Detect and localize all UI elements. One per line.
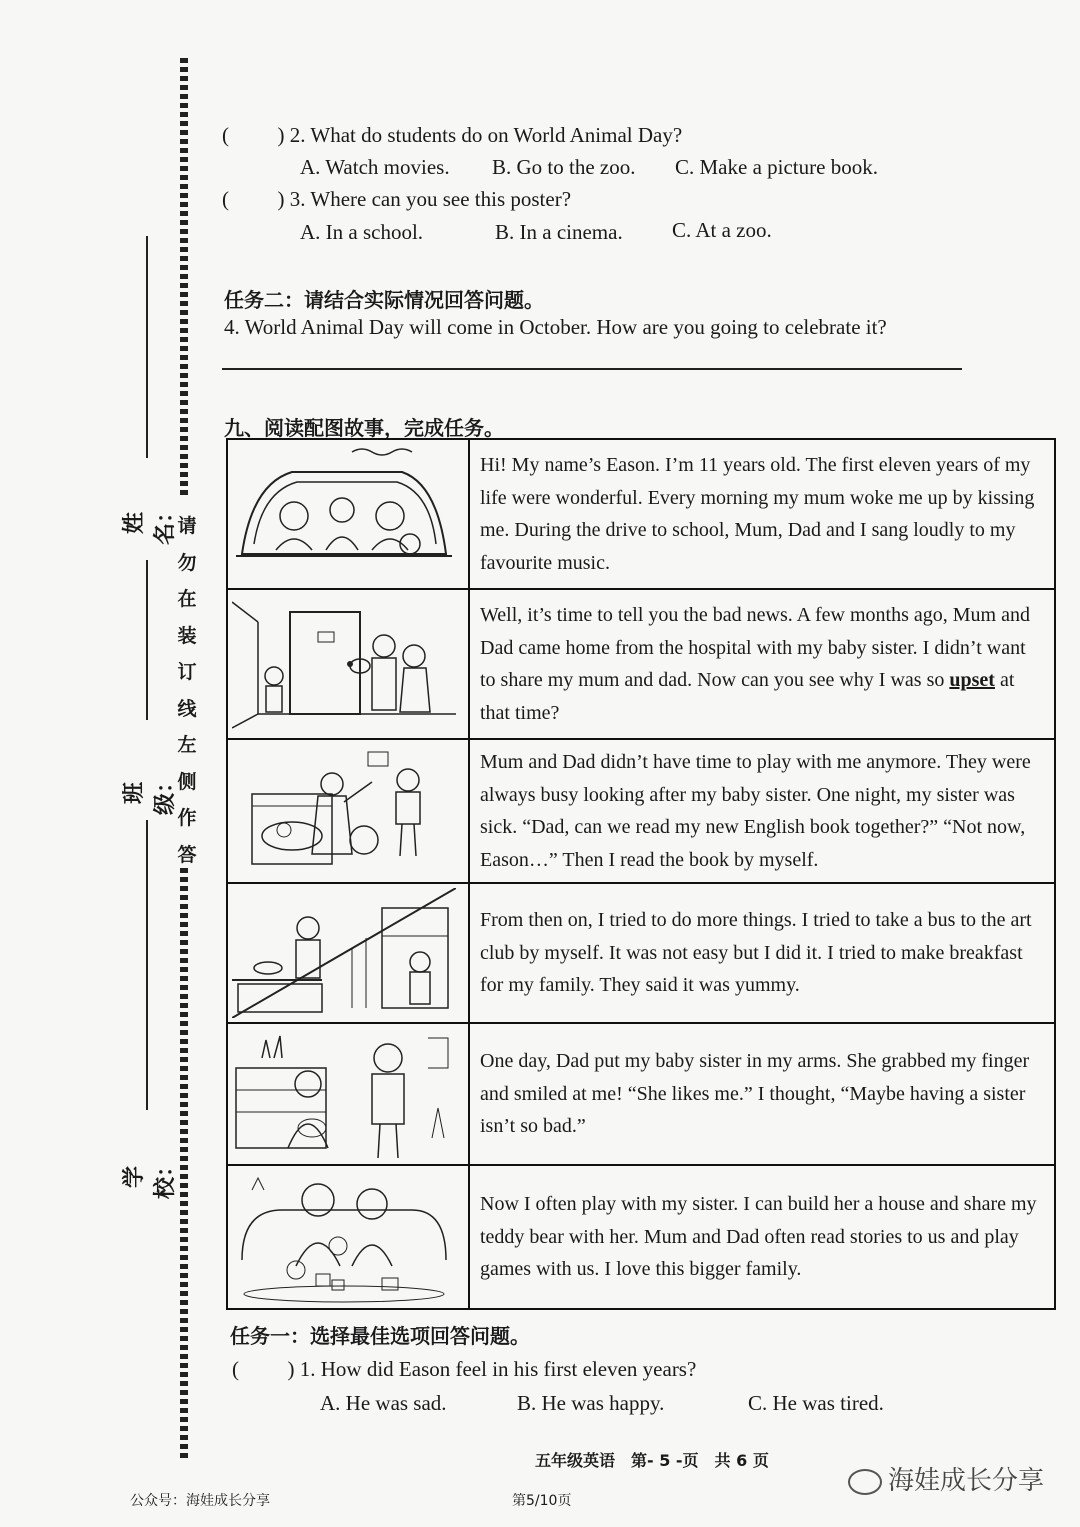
story-row <box>227 439 1055 589</box>
door-homecoming-illustration <box>232 594 456 734</box>
story-row <box>227 739 1055 883</box>
question-4: 4. World Animal Day will come in October. How are you going to celebrate it? <box>224 315 887 339</box>
answer-paren-close: ) <box>277 123 285 147</box>
answer-paren-close: ) <box>277 187 285 211</box>
task1-heading: 任务一：选择最佳选项回答问题。 <box>230 1324 530 1348</box>
name-label: 姓名： <box>122 501 178 546</box>
q2-option-c: C. Make a picture book. <box>675 155 878 179</box>
story-picture-cell <box>227 883 469 1023</box>
story-row <box>227 1165 1055 1309</box>
paragraph-text: Well, it’s time to tell you the bad news. A few months ago, Mum and Dad came home from the hospital with my baby sister. I didn’t want to share my mum and dad. Now can you see why I was so <box>480 604 1030 691</box>
question-3 <box>222 187 571 212</box>
answer-paren-open: ( <box>232 1357 239 1381</box>
page-number: 第5/10页 <box>512 1493 572 1509</box>
binding-note-char: 线 <box>177 697 197 720</box>
school-label: 学校： <box>122 1155 178 1200</box>
q3-option-b: B. In a cinema. <box>495 220 623 244</box>
car-family-illustration <box>232 444 456 584</box>
binding-dotted-line-bottom <box>180 868 188 1458</box>
holding-sister-illustration <box>232 1028 456 1160</box>
task2-heading: 任务二：请结合实际情况回答问题。 <box>224 288 544 312</box>
answer-paren-open: ( <box>222 187 229 211</box>
binding-note-char: 答 <box>177 843 197 866</box>
story-picture-cell <box>227 589 469 739</box>
story-paragraph-2 <box>469 589 1055 739</box>
cooking-bus-illustration <box>232 888 456 1018</box>
question-text: 3. Where can you see this poster? <box>289 187 572 211</box>
binding-note-char: 在 <box>177 588 197 610</box>
underlined-word-upset: upset <box>949 669 995 691</box>
wechat-icon <box>848 1469 882 1495</box>
answer-paren-close: ) <box>287 1357 295 1381</box>
q1-option-c: C. He was tired. <box>748 1391 884 1415</box>
story-paragraph-3: Mum and Dad didn’t have time to play with me anymore. They were always busy looking after my baby sister. One night, my sister was sick. “Dad, can we read my new English book together?” “Not now, Eason…” Then I read the book by myself. <box>469 739 1055 883</box>
name-line <box>146 236 148 458</box>
source-label: 公众号：海娃成长分享 <box>130 1493 270 1509</box>
story-row <box>227 883 1055 1023</box>
binding-note-char: 勿 <box>177 551 197 574</box>
class-label: 班级： <box>122 771 178 816</box>
q2-option-b: B. Go to the zoo. <box>492 155 636 179</box>
binding-note-char: 请 <box>177 515 197 537</box>
q1-option-a: A. He was sad. <box>320 1391 447 1415</box>
answer-paren-open: ( <box>222 123 229 147</box>
story-row <box>227 1023 1055 1165</box>
story-paragraph-4: From then on, I tried to do more things. I tried to take a bus to the art club by myself. It was not easy but I did it. I tried to make breakfast for my family. They said it was yummy. <box>469 883 1055 1023</box>
question-text: 2. What do students do on World Animal Day? <box>289 123 683 147</box>
binding-note <box>176 508 198 873</box>
story-paragraph-5: One day, Dad put my baby sister in my arms. She grabbed my finger and smiled at me! “She likes me.” I thought, “Maybe having a sister isn’t so bad.” <box>469 1023 1055 1165</box>
binding-note-char: 左 <box>177 734 197 756</box>
section9-heading: 九、阅读配图故事，完成任务。 <box>224 416 504 440</box>
story-picture-cell <box>227 1165 469 1309</box>
page-footer: 五年级英语 第- 5 -页 共 6 页 <box>535 1451 769 1470</box>
q1-option-b: B. He was happy. <box>517 1391 665 1415</box>
story-paragraph-1: Hi! My name’s Eason. I’m 11 years old. The first eleven years of my life were wonderful. Every morning my mum woke me up by kissing me. During the drive to school, Mum, Dad and I sang loudly to my favourite music. <box>469 439 1055 589</box>
watermark <box>848 1460 1044 1497</box>
paragraph-text: at that time? <box>480 669 1015 724</box>
class-line <box>146 560 148 720</box>
family-play-illustration <box>232 1170 456 1304</box>
story-picture-cell <box>227 739 469 883</box>
question-1 <box>232 1357 696 1382</box>
watermark-text: 海娃成长分享 <box>888 1466 1045 1496</box>
q3-option-a: A. In a school. <box>300 220 424 244</box>
story-table <box>226 438 1056 1310</box>
story-row <box>227 589 1055 739</box>
story-picture-cell <box>227 1023 469 1165</box>
school-line <box>146 820 148 1110</box>
story-picture-cell <box>227 439 469 589</box>
q3-option-c: C. At a zoo. <box>672 218 772 242</box>
binding-dotted-line-top <box>180 58 188 498</box>
binding-note-char: 订 <box>177 661 197 683</box>
binding-note-char: 装 <box>177 624 197 647</box>
story-paragraph-6: Now I often play with my sister. I can build her a house and share my teddy bear with her. Mum and Dad often read stories to us and play games with us. I love this bigger family. <box>469 1165 1055 1309</box>
answer-line-q4[interactable] <box>222 368 962 370</box>
binding-note-char: 作 <box>177 807 197 829</box>
binding-note-char: 侧 <box>177 770 197 793</box>
crib-bedtime-illustration <box>232 744 456 878</box>
question-text: 1. How did Eason feel in his first eleven years? <box>299 1357 697 1381</box>
q2-option-a: A. Watch movies. <box>300 155 450 179</box>
question-2 <box>222 123 682 148</box>
